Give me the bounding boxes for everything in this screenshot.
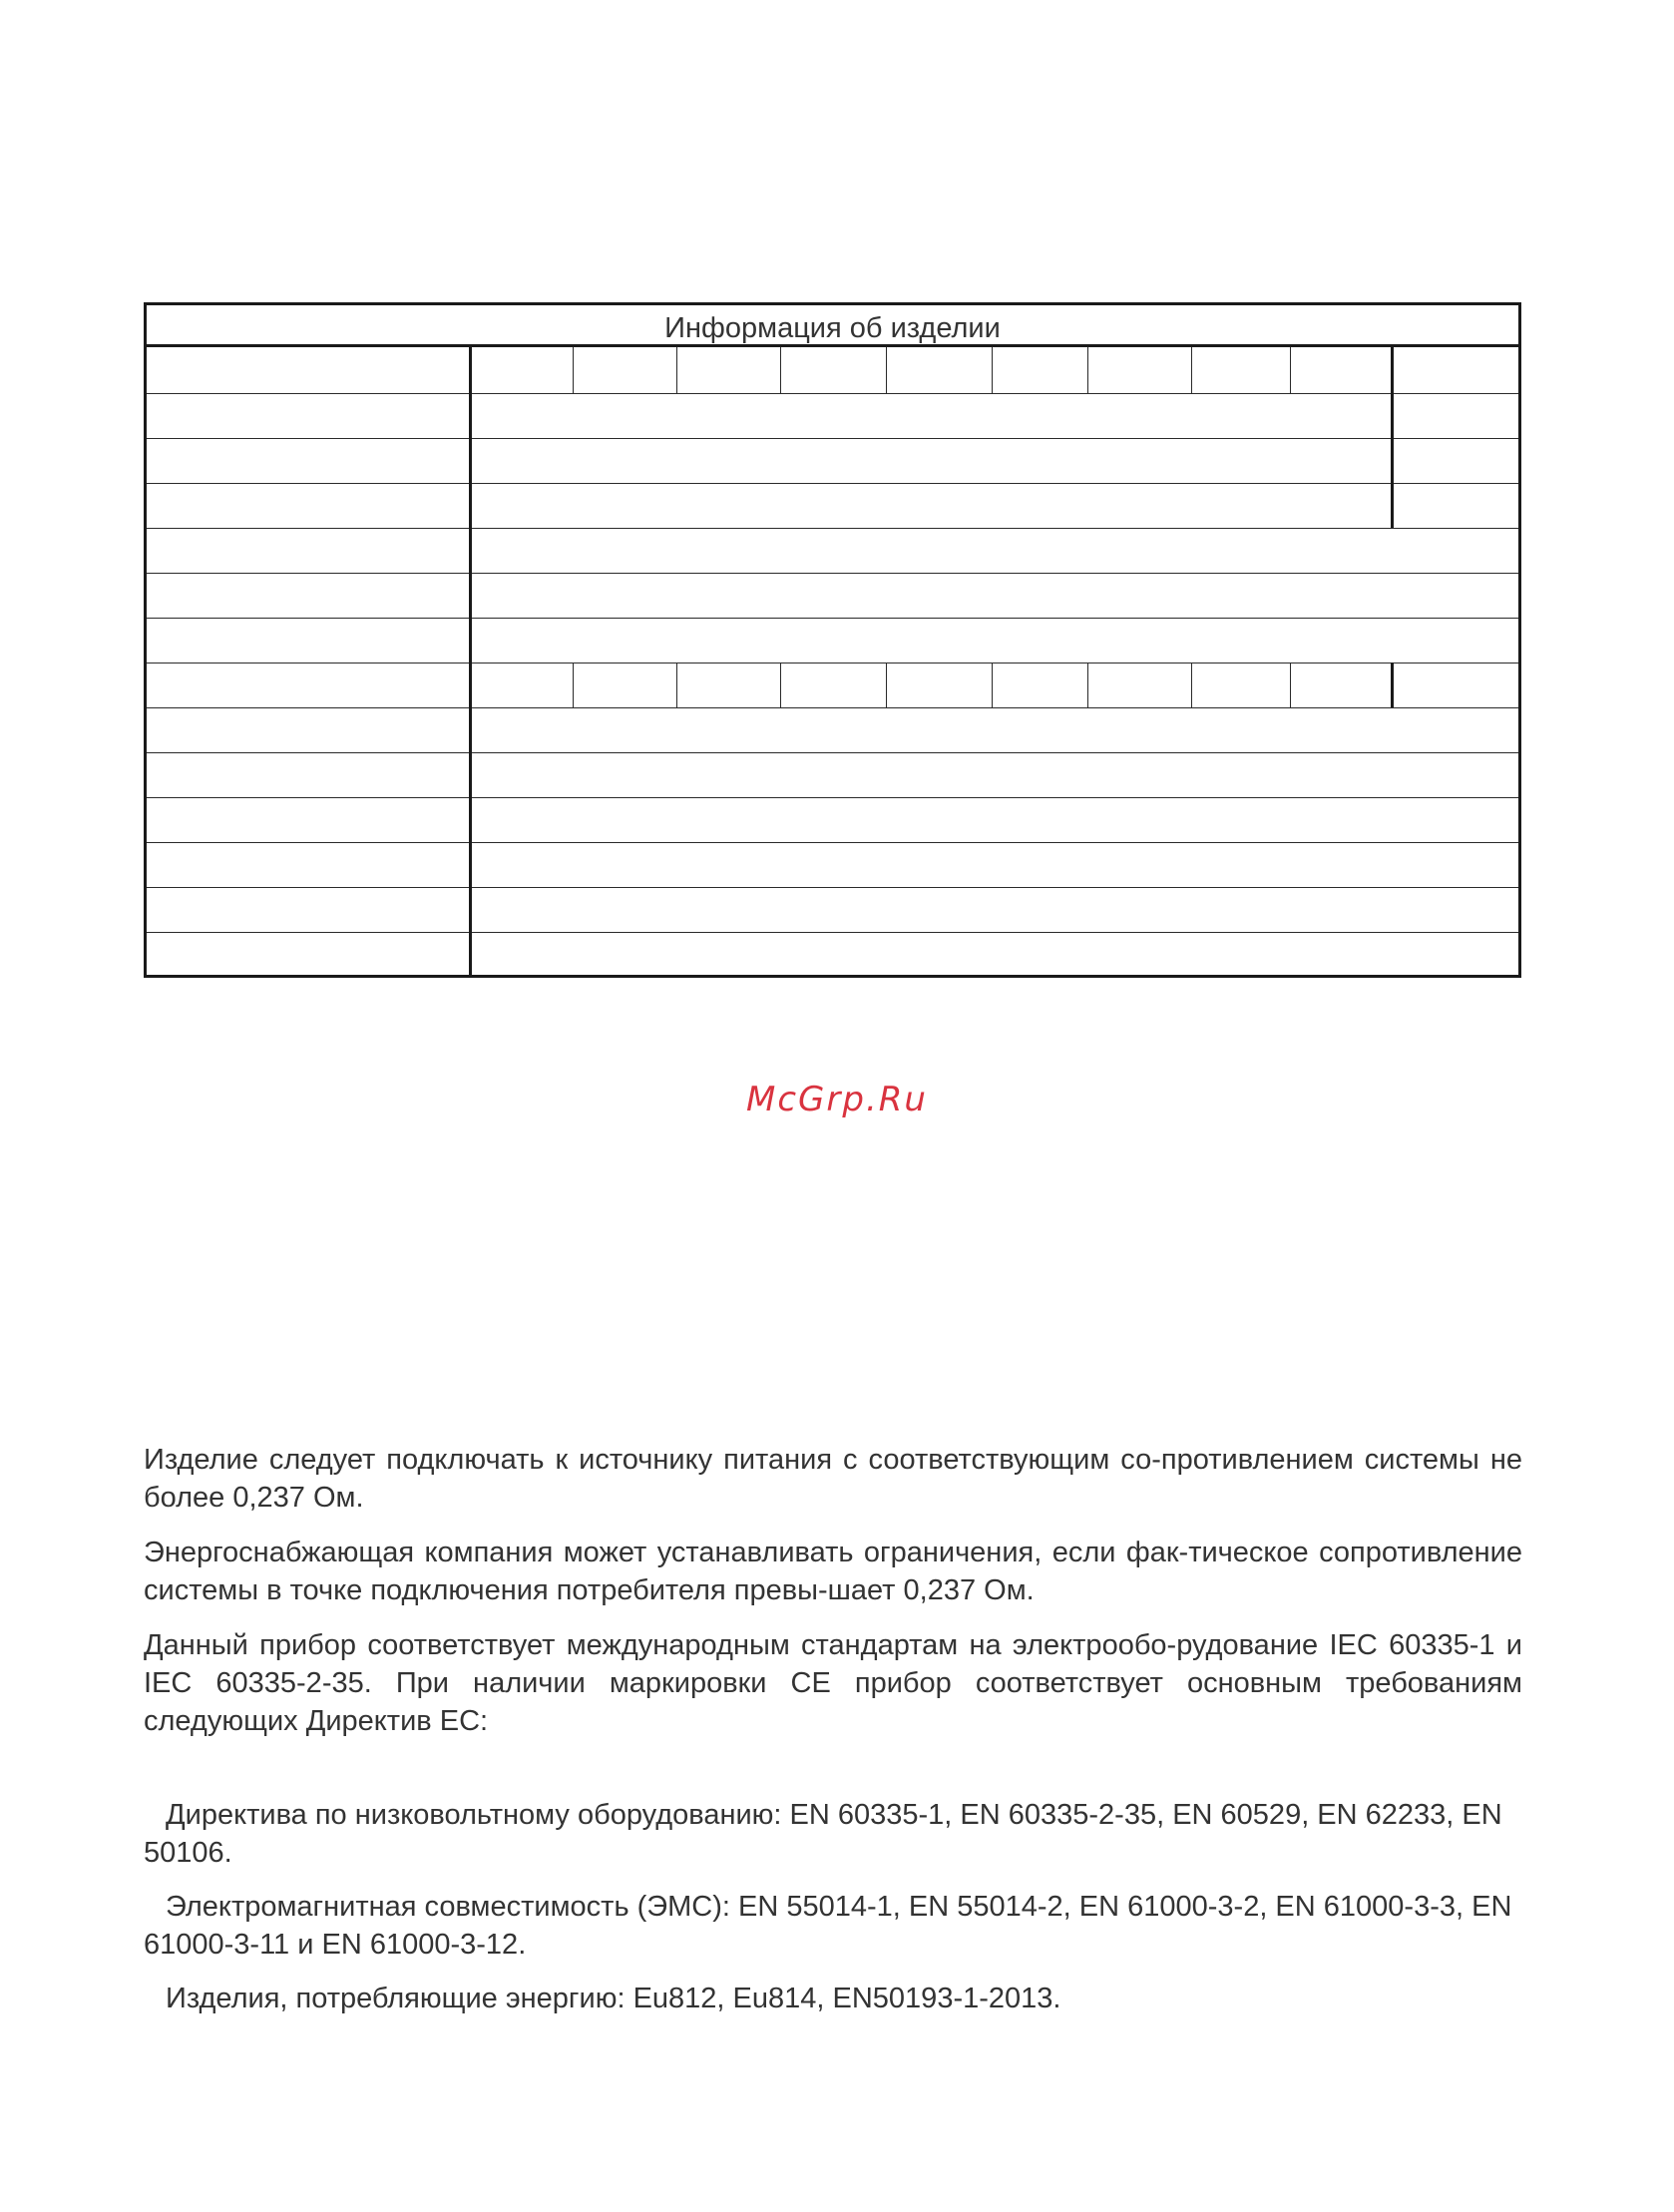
cell-divider — [676, 347, 677, 393]
directive-energy: Изделия, потребляющие энергию: Eu812, Eu814, EN50193-1-2013. — [166, 1983, 1061, 2014]
row-divider — [147, 393, 1518, 394]
row-divider — [147, 932, 1518, 933]
product-info-table — [144, 302, 1521, 978]
row-divider — [147, 887, 1518, 888]
watermark: McGrp.Ru — [746, 1080, 928, 1119]
cell-divider — [1087, 347, 1088, 393]
label-column-divider — [469, 347, 472, 975]
row-divider — [147, 528, 1518, 529]
table-title: Информация об изделии — [147, 305, 1518, 347]
row-divider — [147, 483, 1518, 484]
cell-divider — [1191, 347, 1192, 393]
row-divider — [147, 707, 1518, 708]
unit-column-divider — [1391, 663, 1394, 707]
cell-divider — [1191, 663, 1192, 707]
cell-divider — [780, 663, 781, 707]
row-divider — [147, 573, 1518, 574]
row-divider — [147, 797, 1518, 798]
row-divider — [147, 752, 1518, 753]
row-divider — [147, 663, 1518, 664]
unit-column-divider — [1391, 347, 1394, 528]
cell-divider — [992, 347, 993, 393]
directive-low-voltage: Директива по низковольтному оборудованию: EN 60335-1, EN 60335-2-35, EN 60529, EN 62233, EN 50106. — [144, 1799, 1502, 1869]
cell-divider — [780, 347, 781, 393]
directive-emc: Электромагнитная совместимость (ЭМС): EN 55014-1, EN 55014-2, EN 61000-3-2, EN 61000-3-3, EN 61000-3-11 и EN 61000-3-12. — [144, 1891, 1512, 1961]
cell-divider — [573, 347, 574, 393]
cell-divider — [1087, 663, 1088, 707]
paragraph-standards: Данный прибор соответствует международным стандартам на электрообо-рудование IEC 60335-1 и IEC 60335-2-35. При наличии маркировки CE прибор соответствует основным требованиям следующих Директив ЕС: — [144, 1629, 1522, 1737]
paragraph-resistance: Изделие следует подключать к источнику питания с соответствующим со-противлением системы не более 0,237 Ом. — [144, 1444, 1522, 1514]
cell-divider — [886, 663, 887, 707]
row-divider — [147, 438, 1518, 439]
cell-divider — [886, 347, 887, 393]
cell-divider — [676, 663, 677, 707]
paragraph-supplier-limits: Энергоснабжающая компания может устанавливать ограничения, если фак-тическое сопротивление системы в точке подключения потребителя превы-шает 0,237 Ом. — [144, 1537, 1522, 1606]
cell-divider — [1290, 347, 1291, 393]
row-divider — [147, 618, 1518, 619]
row-divider — [147, 842, 1518, 843]
cell-divider — [1290, 663, 1291, 707]
cell-divider — [573, 663, 574, 707]
cell-divider — [992, 663, 993, 707]
